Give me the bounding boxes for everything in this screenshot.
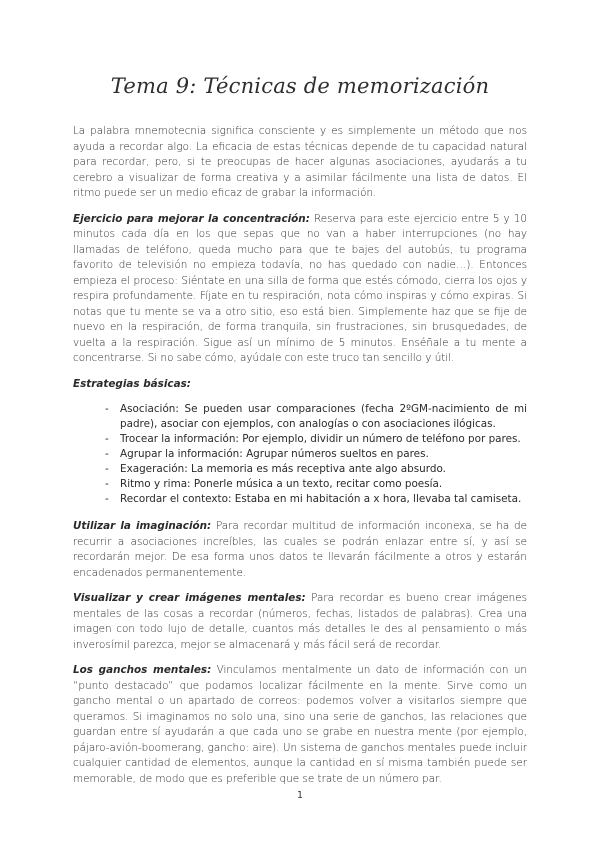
- concentration-heading: Ejercicio para mejorar la concentración:: [73, 212, 310, 225]
- mental-images-heading: Visualizar y crear imágenes mentales:: [73, 592, 306, 604]
- page-number: 1: [296, 790, 304, 801]
- imagination-text: Para recordar multitud de información inconexa, se ha de recurrir a asociaciones increíbles, las cuales se podrán enlazar entre sí, y así se recordarán mejor. De esa forma unos datos te llevarán fácilmente a otros y estarán encadenados permanentemente.: [73, 520, 527, 579]
- hooks-text: Vinculamos mentalmente un dato de información con un “punto destacado” que podamos localizar fácilmente en la mente. Sirve como un gancho mental o un apartado de correos: podemos volver a visitarlos siempre que queramos. Si imaginamos no solo una, sino una serie de ganchos, las relaciones que guardan entre sí ayudarán a que cada uno se grabe en nuestra mente (por ejemplo, pájaro-avión-boomerang, gancho: aire). Un sistema de ganchos mentales puede incluir cualquier cantidad de elementos, aunque la cantidad en sí misma también puede ser memorable, de modo que es preferible que se trate de un número par.: [73, 664, 528, 785]
- hooks-paragraph: [73, 663, 527, 787]
- hooks-heading: Los ganchos mentales:: [73, 664, 212, 676]
- list-item: - Recordar el contexto: Estaba en mi habitación a x hora, llevaba tal camiseta.: [105, 492, 527, 507]
- list-item: - Agrupar la información: Agrupar números sueltos en pares.: [105, 447, 527, 462]
- page-title: Tema 9: Técnicas de memorización: [110, 74, 490, 98]
- imagination-paragraph: [73, 519, 527, 581]
- concentration-paragraph: [73, 212, 527, 367]
- mental-images-text: Para recordar es bueno crear imágenes mentales de las cosas a recordar (números, fechas, listados de palabras). Crea una imagen con todo lujo de detalle, cuantos más detalles le des al pensamiento o más inverosímil parezca, mejor se almacenará y más fácil será de recordar.: [73, 592, 527, 651]
- document-body: [73, 124, 527, 797]
- concentration-text: Reserva para este ejercicio entre 5 y 10 minutos cada día en los que sepas que no van a haber interrupciones (no hay llamadas de teléfono, queda mucho para que te bajes del autobús, tu programa favorito de televisión no empieza todavía, no has quedado con nadie…). Entonces empieza el proceso: Siéntate en una silla de forma que estés cómodo, cierra los ojos y respira profundamente. Fíjate en tu respiración, nota cómo inspiras y cómo expiras. Si notas que tu mente se va a otro sitio, eso está bien. Simplemente haz que se fije de nuevo en la respiración, de forma tranquila, sin frustraciones, sin brusquedades, de vuelta a la respiración. Sigue así un mínimo de 5 minutos. Enséñale a tu mente a concentrarse. Si no sabe cómo, ayúdale con este truco tan sencillo y útil.: [73, 212, 527, 364]
- strategies-heading: Estrategias básicas:: [73, 377, 191, 390]
- strategies-list: [73, 402, 527, 507]
- list-item: - Ritmo y rima: Ponerle música a un texto, recitar como poesía.: [105, 477, 527, 492]
- list-item: - Asociación: Se pueden usar comparaciones (fecha 2ºGM-nacimiento de mi padre), asociar con ejemplos, con analogías o con asociaciones ilógicas.: [105, 402, 527, 432]
- imagination-heading: Utilizar la imaginación:: [73, 520, 212, 532]
- list-item: - Trocear la información: Por ejemplo, dividir un número de teléfono por pares.: [105, 432, 527, 447]
- intro-paragraph: La palabra mnemotecnia significa consciente y es simplemente un método que nos ayuda a recordar algo. La eficacia de estas técnicas depende de tu capacidad natural para recordar, pero, si te preocupas de hacer algunas asociaciones, ayudarás a tu cerebro a visualizar de forma creativa y a asimilar fácilmente una lista de datos. El ritmo puede ser un medio eficaz de grabar la información.: [73, 125, 527, 199]
- list-item: - Exageración: La memoria es más receptiva ante algo absurdo.: [105, 462, 527, 477]
- mental-images-paragraph: [73, 591, 527, 653]
